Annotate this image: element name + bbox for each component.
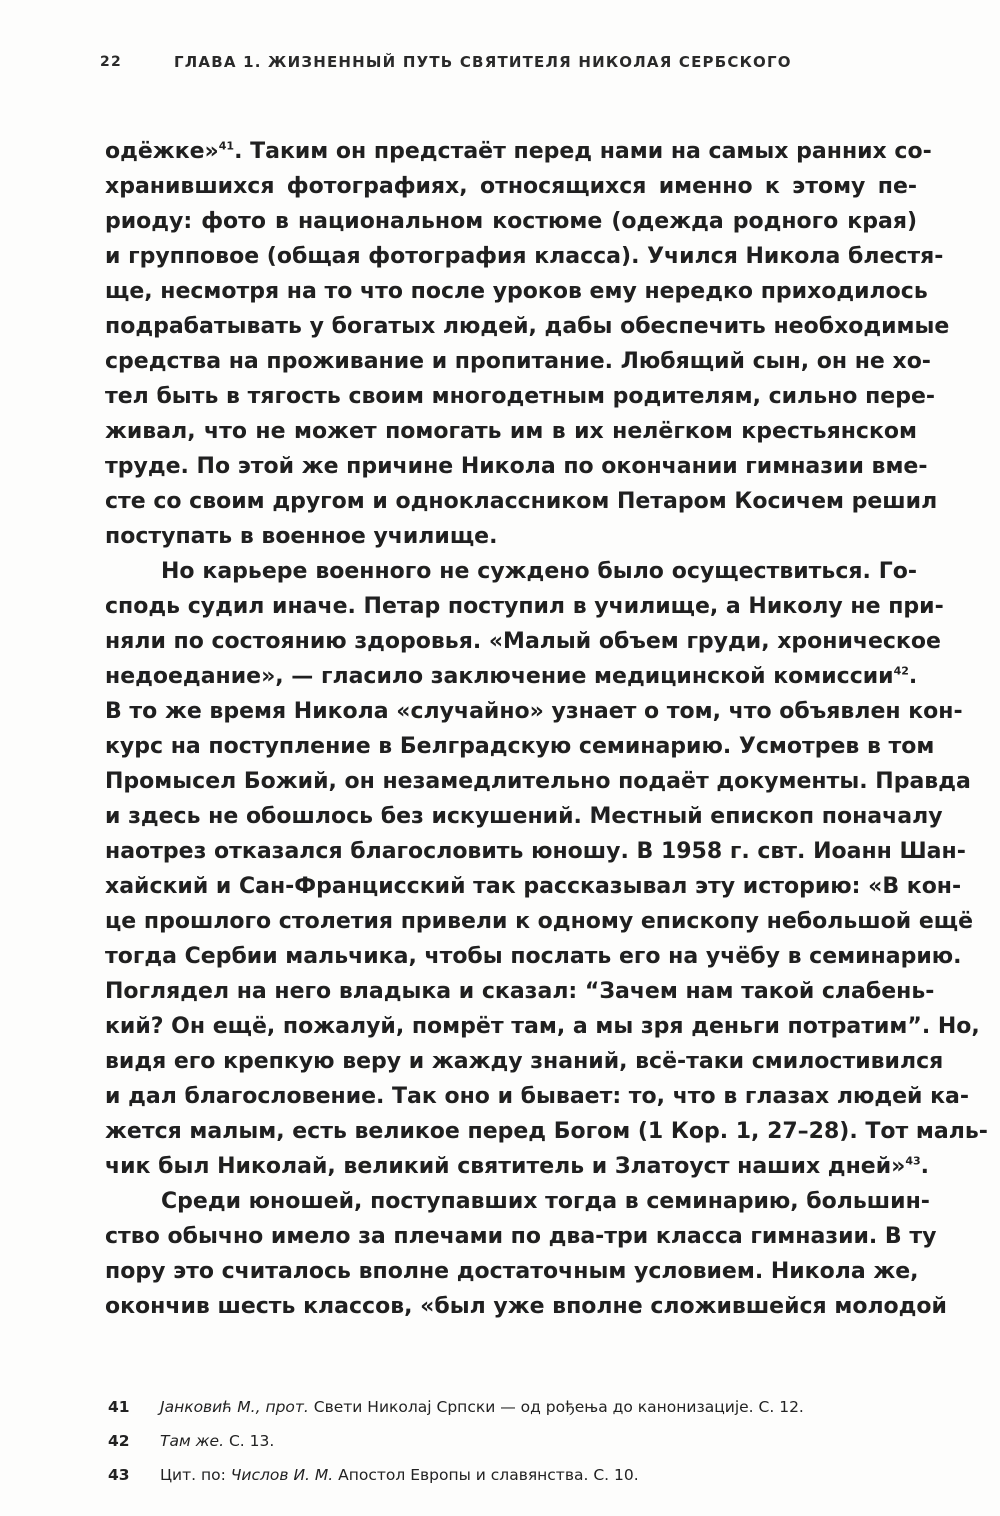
footnotes	[108, 1390, 928, 1492]
text-line: и здесь не обошлось без искушений. Местный епископ поначалу	[105, 804, 943, 829]
text-line: кий? Он ещё, пожалуй, помрёт там, а мы зря деньги потратим”. Но,	[105, 1014, 980, 1039]
text-line: и дал благословение. Так оно и бывает: то, что в глазах людей ка-	[105, 1084, 970, 1109]
text-line: няли по состоянию здоровья. «Малый объем груди, хроническое	[105, 629, 941, 654]
footnote-text	[160, 1458, 639, 1492]
footnote-text	[160, 1390, 804, 1424]
text-fragment: .	[920, 1154, 929, 1179]
text-line: ство обычно имело за плечами по два-три класса гимназии. В ту	[105, 1224, 937, 1249]
footnote-author: Числов И. М.	[230, 1466, 334, 1484]
text-line: Промысел Божий, он незамедлительно подаёт документы. Правда	[105, 769, 971, 794]
paragraph-2	[105, 554, 988, 1184]
text-line: подрабатывать у богатых людей, дабы обеспечить необходимые	[105, 314, 950, 339]
paragraph-3	[105, 1184, 947, 1324]
text-line: пору это считалось вполне достаточным условием. Никола же,	[105, 1259, 919, 1284]
text-line: це прошлого столетия привели к одному епископу небольшой ещё	[105, 909, 974, 934]
text-line: хайский и Сан-Францисский так рассказывал эту историю: «В кон-	[105, 874, 962, 899]
chapter-title: ГЛАВА 1. ЖИЗНЕННЫЙ ПУТЬ СВЯТИТЕЛЯ НИКОЛАЯ СЕРБСКОГО	[174, 53, 792, 71]
paragraph-1	[105, 134, 950, 554]
text-line: ще, несмотря на то что после уроков ему нередко приходилось	[105, 279, 928, 304]
running-head	[100, 50, 940, 74]
footnote-ref[interactable]: 41	[218, 139, 235, 153]
text-line: тогда Сербии мальчика, чтобы послать его на учёбу в семинарию.	[105, 944, 962, 969]
footnote-42	[108, 1424, 928, 1458]
text-line: курс на поступление в Белградскую семинарию. Усмотрев в том	[105, 734, 935, 759]
text-line: Но карьере военного не суждено было осуществиться. Го-	[161, 559, 917, 584]
text-line: окончив шесть классов, «был уже вполне сложившейся молодой	[105, 1294, 947, 1319]
footnote-number: 42	[108, 1432, 130, 1450]
footnote-source: Апостол Европы и славянства. С. 10.	[333, 1466, 639, 1484]
footnote-source: Свети Николај Српски — од рођења до канонизације. С. 12.	[308, 1398, 804, 1416]
text-line: Среди юношей, поступавших тогда в семинарию, большин-	[161, 1189, 930, 1214]
footnote-ref[interactable]: 43	[905, 1154, 921, 1168]
text-line: видя его крепкую веру и жажду знаний, всё-таки смилостивился	[105, 1049, 944, 1074]
footnote-number: 43	[108, 1466, 130, 1484]
text-line: жется малым, есть великое перед Богом (1 Кор. 1, 27–28). Тот маль-	[105, 1119, 988, 1144]
footnote-author: Јанковић М., прот.	[160, 1398, 309, 1416]
text-line: тел быть в тягость своим многодетным родителям, сильно пере-	[105, 384, 935, 409]
body-text	[105, 134, 988, 1324]
text-fragment: .	[908, 664, 918, 689]
text-line	[105, 134, 932, 169]
footnote-ref[interactable]: 42	[893, 664, 909, 678]
text-line	[105, 1149, 929, 1184]
text-line: поступать в военное училище.	[105, 524, 498, 549]
footnote-41	[108, 1390, 928, 1424]
text-line: средства на проживание и пропитание. Любящий сын, он не хо-	[105, 349, 931, 374]
text-line: сте со своим другом и одноклассником Петаром Косичем решил	[105, 489, 938, 514]
text-line: и групповое (общая фотография класса). Учился Никола блестя-	[105, 244, 944, 269]
text-line: риоду: фото в национальном костюме (одежда родного края)	[105, 209, 917, 234]
footnote-number: 41	[108, 1398, 130, 1416]
text-line	[105, 659, 917, 694]
text-line: Поглядел на него владыка и сказал: “Зачем нам такой слабень-	[105, 979, 935, 1004]
text-line: В то же время Никола «случайно» узнает о том, что объявлен кон-	[105, 699, 963, 724]
text-fragment: недоедание», — гласило заключение медицинской комиссии	[105, 664, 894, 689]
text-line: живал, что не может помогать им в их нелёгком крестьянском	[105, 419, 917, 444]
footnote-author: Там же.	[160, 1432, 225, 1450]
text-line: наотрез отказался благословить юношу. В 1958 г. свт. Иоанн Шан-	[105, 839, 966, 864]
footnote-source: С. 13.	[224, 1432, 275, 1450]
text-fragment: . Таким он предстаёт перед нами на самых ранних со-	[234, 139, 932, 164]
text-line: труде. По этой же причине Никола по окончании гимназии вме-	[105, 454, 928, 479]
footnote-text	[160, 1424, 274, 1458]
text-line: сподь судил иначе. Петар поступил в училище, а Николу не при-	[105, 594, 944, 619]
text-fragment: чик был Николай, великий святитель и Златоуст наших дней»	[105, 1154, 906, 1179]
footnote-prefix: Цит. по:	[160, 1466, 231, 1484]
footnote-43	[108, 1458, 928, 1492]
text-fragment: одёжке»	[105, 139, 219, 164]
page-number: 22	[100, 54, 122, 70]
text-line: хранившихся фотографиях, относящихся именно к этому пе-	[105, 174, 917, 199]
